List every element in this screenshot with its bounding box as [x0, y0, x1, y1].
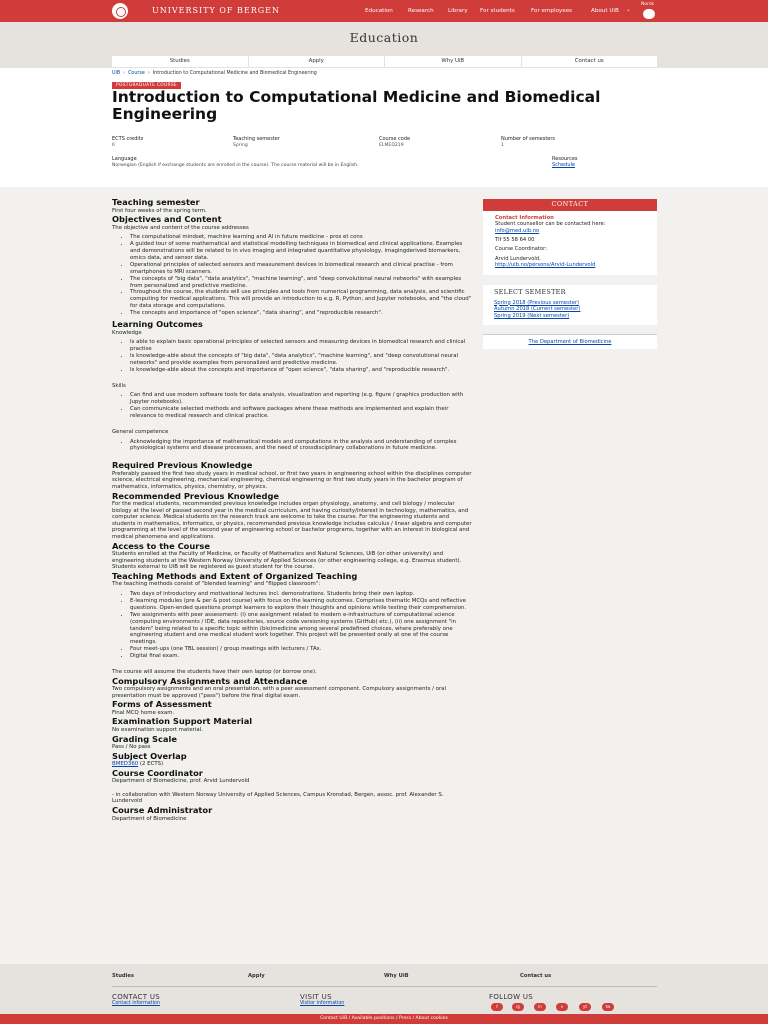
uib-logo-icon[interactable] — [112, 3, 128, 19]
heading-administrator: Course Administrator — [112, 805, 213, 816]
contact-header: CONTACT — [483, 199, 657, 211]
nav-for-employees[interactable]: For employees — [531, 8, 573, 14]
page-title: Introduction to Computational Medicine and Biomedical Engineering — [112, 88, 601, 123]
recommended-knowledge-text: For the medical students, recommended previous knowledge includes organ physiology, anatomy, and cell biology / molecular biology at the level of passed second year in the medical curriculum, and having curiosity/interest in technology, mathematics, and computer science. Medical students on the research track are welcome to take the course. For the engineering students and students in mathematics, informatics, or physics, recommended previous knowledge includes calculus / linear algebra and computer programming at the level of the second year of engineering school or bachelor programs, together with an interest in biological and medical phenomena and applications. — [112, 501, 472, 541]
list-item: • Is able to explain basic operational principles of selected sensors and measuring devices in biomedical research and clinical practise — [130, 339, 472, 353]
fact-semesters — [501, 136, 555, 149]
knowledge-label: Knowledge — [112, 329, 142, 336]
linkedin-icon[interactable]: in — [534, 1003, 546, 1011]
list-item: • E-learning modules (pre & per & post course) with focus on the learning outcomes. Comprises thematic MCQs and reflective questions. Open-ended questions prompt learners to explore their thoughts and opinions while testing their comprehension. — [130, 598, 472, 612]
course-facts — [112, 136, 657, 152]
contact-body — [483, 211, 657, 275]
fact-label: Teaching semester — [233, 136, 280, 142]
grading-text: Pass / No pass — [112, 744, 151, 751]
teaching-methods-text: The teaching methods consist of "blended learning" and "flipped classroom": — [112, 581, 321, 588]
subnav-apply[interactable]: Apply — [249, 56, 386, 67]
department-link[interactable]: The Department of Biomedicine — [528, 339, 612, 346]
footer-visit-link[interactable]: Visitor information — [300, 1001, 345, 1006]
heading-coordinator: Course Coordinator — [112, 767, 203, 778]
breadcrumb-uib[interactable]: UiB — [112, 71, 121, 76]
breadcrumb-course[interactable]: Course — [128, 71, 145, 76]
nav-about-uib[interactable]: About UiB — [591, 8, 619, 14]
administrator-text: Department of Biomedicine — [112, 815, 187, 822]
fact-value: Spring — [233, 143, 248, 149]
list-item: • The concepts of "big data", "data analytics", "machine learning", and "deep convolutional neural networks" with examples from personalized and predictive medicine. — [130, 276, 472, 290]
heading-required-knowledge: Required Previous Knowledge — [112, 460, 253, 471]
fact-label: ECTS credits — [112, 136, 144, 142]
resources — [552, 156, 578, 168]
competence-list — [130, 439, 472, 453]
heading-teaching-methods: Teaching Methods and Extent of Organized Teaching — [112, 570, 358, 581]
footer-nav-why-uib[interactable]: Why UiB — [384, 973, 409, 979]
objectives-list — [130, 234, 472, 317]
university-name[interactable]: UNIVERSITY OF BERGEN — [152, 6, 280, 15]
nav-research[interactable]: Research — [408, 8, 434, 14]
contact-phone: Tlf 55 58 64 00 — [495, 237, 535, 244]
schedule-link[interactable]: Schedule — [552, 162, 575, 169]
subnav-studies[interactable]: Studies — [112, 56, 249, 67]
list-item: • Two days of introductory and motivational lectures incl. demonstrations. Students bring their own laptop. — [130, 591, 472, 598]
coordinator-collab-text: - in collaboration with Western Norway University of Applied Sciences, Campus Kronstad, Bergen, assoc. prof. Alexander S. Lundervold — [112, 791, 444, 805]
semester-selector — [483, 285, 657, 326]
sub-navigation — [112, 56, 657, 67]
course-level-badge: POSTGRADUATE COURSE — [112, 82, 181, 89]
heading-access: Access to the Course — [112, 540, 210, 551]
bottom-bar[interactable]: Contact UiB / Available positions / Press / About cookies — [0, 1014, 768, 1024]
contact-title: Contact Information — [495, 214, 554, 221]
heading-compulsory: Compulsory Assignments and Attendance — [112, 675, 308, 686]
heading-grading: Grading Scale — [112, 733, 177, 744]
heading-assessment: Forms of Assessment — [112, 699, 212, 710]
list-item: • Digital final exam. — [130, 653, 472, 660]
breadcrumb — [112, 71, 317, 77]
semester-header: SELECT SEMESTER — [494, 287, 566, 296]
heading-learning-outcomes: Learning Outcomes — [112, 319, 203, 330]
list-item: • A guided tour of some mathematical and statistical modelling techniques in biomedical and clinical applications. Examples and demonstrations will be related to in vivo imaging and integrated quantitative physiology, imagingderived biomarkers, omics data, and sensor data. — [130, 241, 472, 262]
skills-label: Skills — [112, 382, 126, 389]
language-switch[interactable]: Norsk — [641, 2, 654, 7]
nav-education[interactable]: Education — [365, 8, 393, 14]
heading-support-material: Examination Support Material — [112, 716, 253, 727]
heading-teaching-semester: Teaching semester — [112, 197, 200, 207]
chevron-right-icon: › — [147, 71, 150, 76]
footer-nav-contact-us[interactable]: Contact us — [520, 973, 552, 979]
coordinator-text: Department of Biomedicine, prof. Arvid Lundervold — [112, 778, 250, 785]
nav-for-students[interactable]: For students — [480, 8, 515, 14]
user-icon[interactable] — [643, 9, 655, 19]
footer-follow-heading: FOLLOW US — [489, 993, 534, 1001]
overlap-credits: (2 ECTS) — [138, 761, 164, 768]
heading-objectives: Objectives and Content — [112, 214, 222, 225]
contact-box — [483, 199, 657, 275]
heading-recommended-knowledge: Recommended Previous Knowledge — [112, 490, 280, 501]
semester-link-previous[interactable]: Spring 2018 (Previous semester) — [494, 299, 580, 306]
laptop-text: The course will assume the students have their own laptop (or borrow one). — [112, 669, 317, 676]
assessment-text: Final MCQ home exam. — [112, 709, 175, 716]
bmed360-link[interactable]: BMED360 — [112, 761, 139, 768]
access-text: Students enrolled at the Faculty of Medicine, or Faculty of Mathematics and Natural Sciences, UiB (or other university) and engineering students at the Western Norway University of Applied Sciences (or other engineering college, e.g. Erasmus student). Students external to UiB will be registered as guest student for the course. — [112, 551, 462, 571]
list-item: • Operational principles of selected sensors and measurement devices in biomedical research and clinical practise - from smartphones to MRI scanners. — [130, 262, 472, 276]
footer-contact-heading: CONTACT US — [112, 993, 160, 1001]
fact-semester — [233, 136, 280, 149]
fact-code — [379, 136, 410, 149]
language-label: Language — [112, 156, 137, 162]
subnav-why-uib[interactable]: Why UiB — [385, 56, 522, 67]
main-content — [112, 198, 472, 823]
footer-nav-apply[interactable]: Apply — [248, 973, 265, 979]
language-value: Norwegian (English if exchange students are enrolled in the course). The course material will be in English. — [112, 163, 359, 169]
section-title[interactable]: Education — [349, 30, 419, 45]
list-item: • The concepts and importance of "open science", "data sharing", and "reproducible research". — [130, 310, 472, 317]
coordinator-name: Arvid Lundervold, — [495, 255, 541, 262]
footer — [0, 964, 768, 1014]
nav-library[interactable]: Library — [448, 8, 468, 14]
breadcrumb-current: Introduction to Computational Medicine and Biomedical Engineering — [152, 71, 317, 76]
vimeo-icon[interactable]: v — [556, 1003, 568, 1011]
coordinator-label: Course Coordinator: — [495, 246, 547, 253]
semester-link-current[interactable]: Autumn 2018 (Current semester) — [494, 306, 581, 313]
fact-value: ELMED219 — [379, 143, 404, 149]
list-item: • Four meet-ups (one TBL session) / group meetings with lecturers / TAs. — [130, 646, 472, 653]
required-knowledge-text: Preferably passed the first two study years in medical school, or first two years in engineering school within the disciplines computer science, electrical engineering, mechanical engineering, chemical engineering or first two study years in the bachelor program of mathematics, informatics, physics, chemistry, or physics. — [112, 470, 472, 490]
footer-visit-heading: VISIT US — [300, 993, 332, 1001]
sidebar — [483, 199, 657, 349]
list-item: • Acknowledging the importance of mathematical models and computations in the analysis and understanding of complex physiological systems and disease processes, and the need of crossdisciplinary collaborations in future medicine. — [130, 439, 472, 453]
objectives-text: The objective and content of the course addresses — [112, 224, 249, 231]
support-material-text: No examination support material. — [112, 726, 203, 733]
list-item: • Can communicate selected methods and software packages where these methods are implemented and explain their relevance to medical research and clinical practice. — [130, 406, 472, 420]
fact-value: 6 — [112, 143, 115, 149]
facebook-icon[interactable]: f — [491, 1003, 503, 1011]
semester-link-next[interactable]: Spring 2019 (Next semester) — [494, 312, 570, 319]
skills-list — [130, 392, 472, 420]
list-item: • Is knowledge-able about the concepts and importance of "open science", "data sharing", and "reproducible research". — [130, 367, 472, 374]
footer-contact-link[interactable]: Contact information — [112, 1001, 160, 1006]
footer-nav-studies[interactable]: Studies — [112, 973, 135, 979]
contact-line: Student counsellor can be contacted here: — [495, 221, 606, 228]
knowledge-list — [130, 339, 472, 374]
instagram-icon[interactable]: ig — [512, 1003, 524, 1011]
fact-label: Number of semesters — [501, 136, 556, 142]
chevron-right-icon: › — [123, 71, 126, 76]
teaching-semester-text: First four weeks of the spring term. — [112, 207, 207, 214]
coordinator-profile-link[interactable]: http://uib.no/persons/Arvid-Lundervold — [495, 262, 596, 269]
subnav-contact-us[interactable]: Contact us — [574, 58, 604, 64]
list-item: • Is knowledge-able about the concepts of "big data", "data analytics", "machine learning", and "deep convolutional neural networks" and provide examples from personalized and predictive medicine. — [130, 353, 472, 367]
overlap-text — [112, 761, 472, 768]
heading-overlap: Subject Overlap — [112, 750, 187, 761]
youtube-icon[interactable]: yt — [579, 1003, 591, 1011]
compulsory-text: Two compulsory assignments and an oral presentation, with a peer assessment component. Compulsory assignments / oral presentation must be approved ("pass") before the final digital exam. — [112, 686, 446, 699]
twitter-icon[interactable]: tw — [602, 1003, 614, 1011]
chevron-down-icon[interactable]: ⌄ — [626, 7, 631, 13]
top-bar — [0, 0, 768, 22]
methods-list — [130, 591, 472, 660]
footer-divider — [112, 986, 657, 987]
contact-email-link[interactable]: info@med.uib.no — [495, 227, 540, 234]
fact-label: Course code — [379, 136, 411, 142]
list-item: • The computational mindset, machine learning and AI in future medicine - pros et cons — [130, 234, 472, 241]
competence-label: General competence — [112, 428, 169, 435]
list-item: • Two assignments with peer assessment: (i) one assignment related to modern e-infrastructure of computational science (computing environments / IDE, data repositories, source code versioning systems (GitHub) etc.), (ii) one assignment "in tandem" being related to a specific topic within (bio)medicine among several predefined choices, where preferably one engineering student and one medical student work together. This project will be presented orally at one of the course meetings. — [130, 612, 472, 647]
fact-ects — [112, 136, 143, 149]
resources-label: Resources — [552, 156, 578, 162]
list-item: • Can find and use modern software tools for data analysis, visualization and reporting (e.g. figure / graphics production with Jupyter notebooks). — [130, 392, 472, 406]
list-item: • Throughout the course, the students will use principles and tools from numerical programming, data analysis, and scientific computing for medical applications. This will provide an introduction to e.g. R, Python, and Jupyter notebooks, and "the cloud" for data storage and computations. — [130, 289, 472, 310]
department-box — [483, 334, 657, 349]
fact-value: 1 — [501, 143, 504, 149]
